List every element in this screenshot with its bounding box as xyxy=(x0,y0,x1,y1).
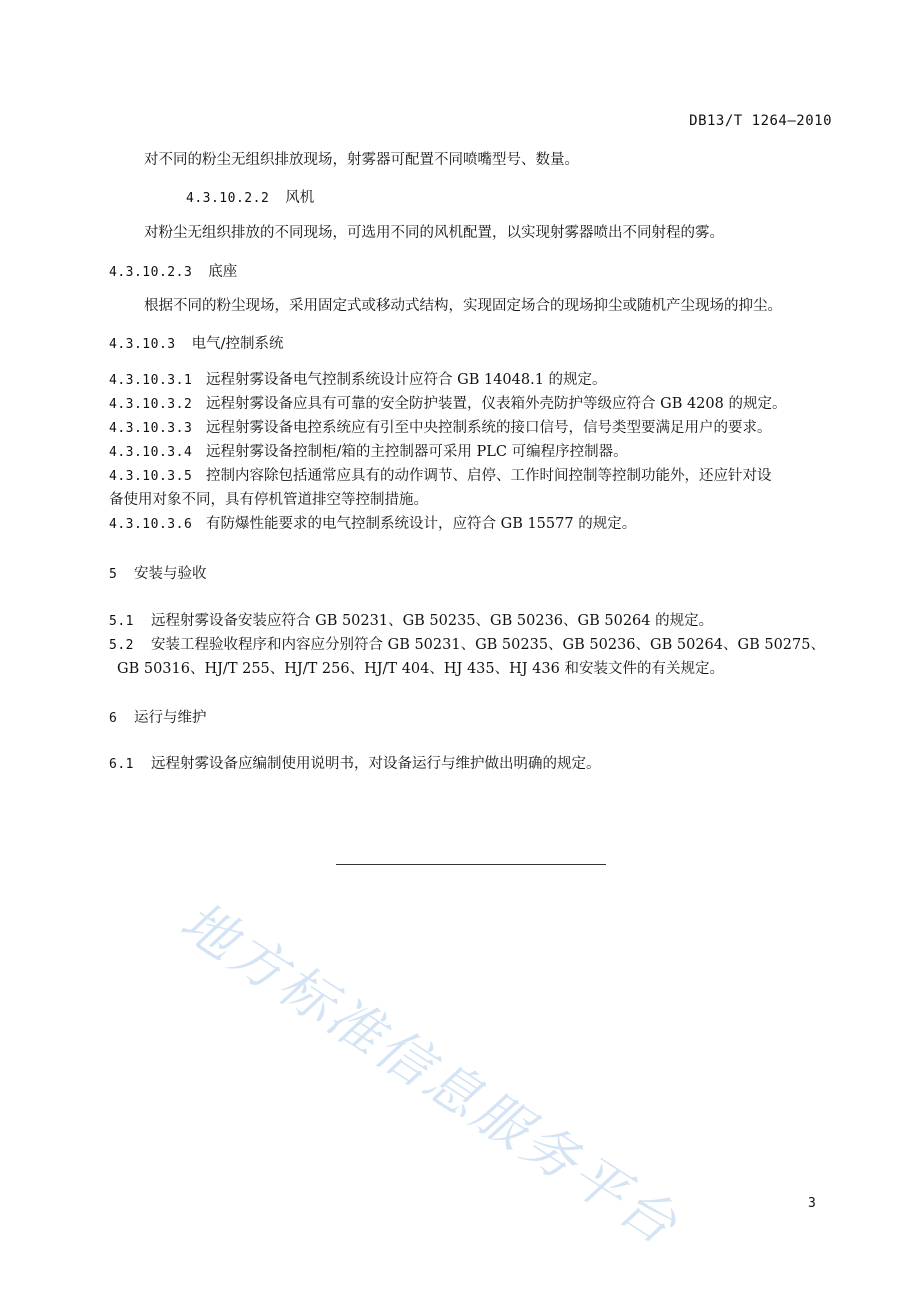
clause-4-3-10-3-2 xyxy=(109,392,786,413)
heading-number: 4.3.10.2.2 xyxy=(186,191,270,206)
heading-title: 风机 xyxy=(285,190,315,206)
paragraph-fan-config: 对粉尘无组织排放的不同现场，可选用不同的风机配置，以实现射雾器喷出不同射程的雾。 xyxy=(144,225,724,241)
clause-number: 5.1 xyxy=(109,614,134,629)
clause-number: 4.3.10.3.2 xyxy=(109,397,193,412)
section-heading-5 xyxy=(109,562,207,583)
page-number: 3 xyxy=(808,1196,817,1211)
clause-text: 远程射雾设备应具有可靠的安全防护装置，仪表箱外壳防护等级应符合 GB 4208 的规定。 xyxy=(206,396,787,412)
clause-text: 远程射雾设备电气控制系统设计应符合 GB 14048.1 的规定。 xyxy=(206,372,607,388)
clause-4-3-10-3-1 xyxy=(109,368,607,389)
heading-title: 底座 xyxy=(208,264,238,280)
clause-4-3-10-3-5-continuation: 备使用对象不同，具有停机管道排空等控制措施。 xyxy=(109,492,428,508)
heading-number: 4.3.10.2.3 xyxy=(109,265,193,280)
clause-number: 4.3.10.3.6 xyxy=(109,517,193,532)
heading-4-3-10-2-3 xyxy=(109,260,237,281)
clause-number: 4.3.10.3.3 xyxy=(109,421,193,436)
clause-text: 远程射雾设备控制柜/箱的主控制器可采用 PLC 可编程序控制器。 xyxy=(206,444,628,460)
end-rule xyxy=(336,864,606,865)
clause-6-1 xyxy=(109,752,601,773)
clause-number: 6.1 xyxy=(109,757,134,772)
heading-4-3-10-3 xyxy=(109,332,284,353)
clause-5-2 xyxy=(109,633,825,654)
clause-number: 4.3.10.3.4 xyxy=(109,445,193,460)
section-number: 6 xyxy=(109,711,118,726)
clause-4-3-10-3-3 xyxy=(109,416,772,437)
clause-text: 安装工程验收程序和内容应分别符合 GB 50231、GB 50235、GB 50236、GB 50264、GB 50275、 xyxy=(151,637,825,653)
clause-4-3-10-3-4 xyxy=(109,440,628,461)
clause-number: 4.3.10.3.5 xyxy=(109,469,193,484)
heading-title: 电气/控制系统 xyxy=(191,336,284,352)
clause-text: 远程射雾设备应编制使用说明书，对设备运行与维护做出明确的规定。 xyxy=(151,756,601,772)
heading-number: 4.3.10.3 xyxy=(109,337,176,352)
clause-number: 5.2 xyxy=(109,638,134,653)
doc-code-header: DB13/T 1264—2010 xyxy=(689,113,832,129)
section-number: 5 xyxy=(109,567,118,582)
section-title: 安装与验收 xyxy=(134,566,207,582)
heading-4-3-10-2-2 xyxy=(186,186,314,207)
section-title: 运行与维护 xyxy=(134,710,207,726)
clause-number: 4.3.10.3.1 xyxy=(109,373,193,388)
clause-text: 控制内容除包括通常应具有的动作调节、启停、工作时间控制等控制功能外，还应针对设 xyxy=(206,468,772,484)
clause-4-3-10-3-6 xyxy=(109,512,636,533)
clause-4-3-10-3-5 xyxy=(109,464,772,485)
section-heading-6 xyxy=(109,706,207,727)
clause-text: 远程射雾设备电控系统应有引至中央控制系统的接口信号，信号类型要满足用户的要求。 xyxy=(206,420,772,436)
paragraph-base-structure: 根据不同的粉尘现场，采用固定式或移动式结构，实现固定场合的现场抑尘或随机产尘现场的抑尘。 xyxy=(144,298,782,314)
clause-5-2-continuation: GB 50316、HJ/T 255、HJ/T 256、HJ/T 404、HJ 435、HJ 436 和安装文件的有关规定。 xyxy=(117,661,724,677)
clause-text: 有防爆性能要求的电气控制系统设计，应符合 GB 15577 的规定。 xyxy=(206,516,637,532)
watermark: 地方标准信息服务平台 xyxy=(169,889,691,1258)
clause-text: 远程射雾设备安装应符合 GB 50231、GB 50235、GB 50236、GB 50264 的规定。 xyxy=(151,613,714,629)
clause-5-1 xyxy=(109,609,713,630)
paragraph-nozzle-config: 对不同的粉尘无组织排放现场，射雾器可配置不同喷嘴型号、数量。 xyxy=(144,152,579,168)
